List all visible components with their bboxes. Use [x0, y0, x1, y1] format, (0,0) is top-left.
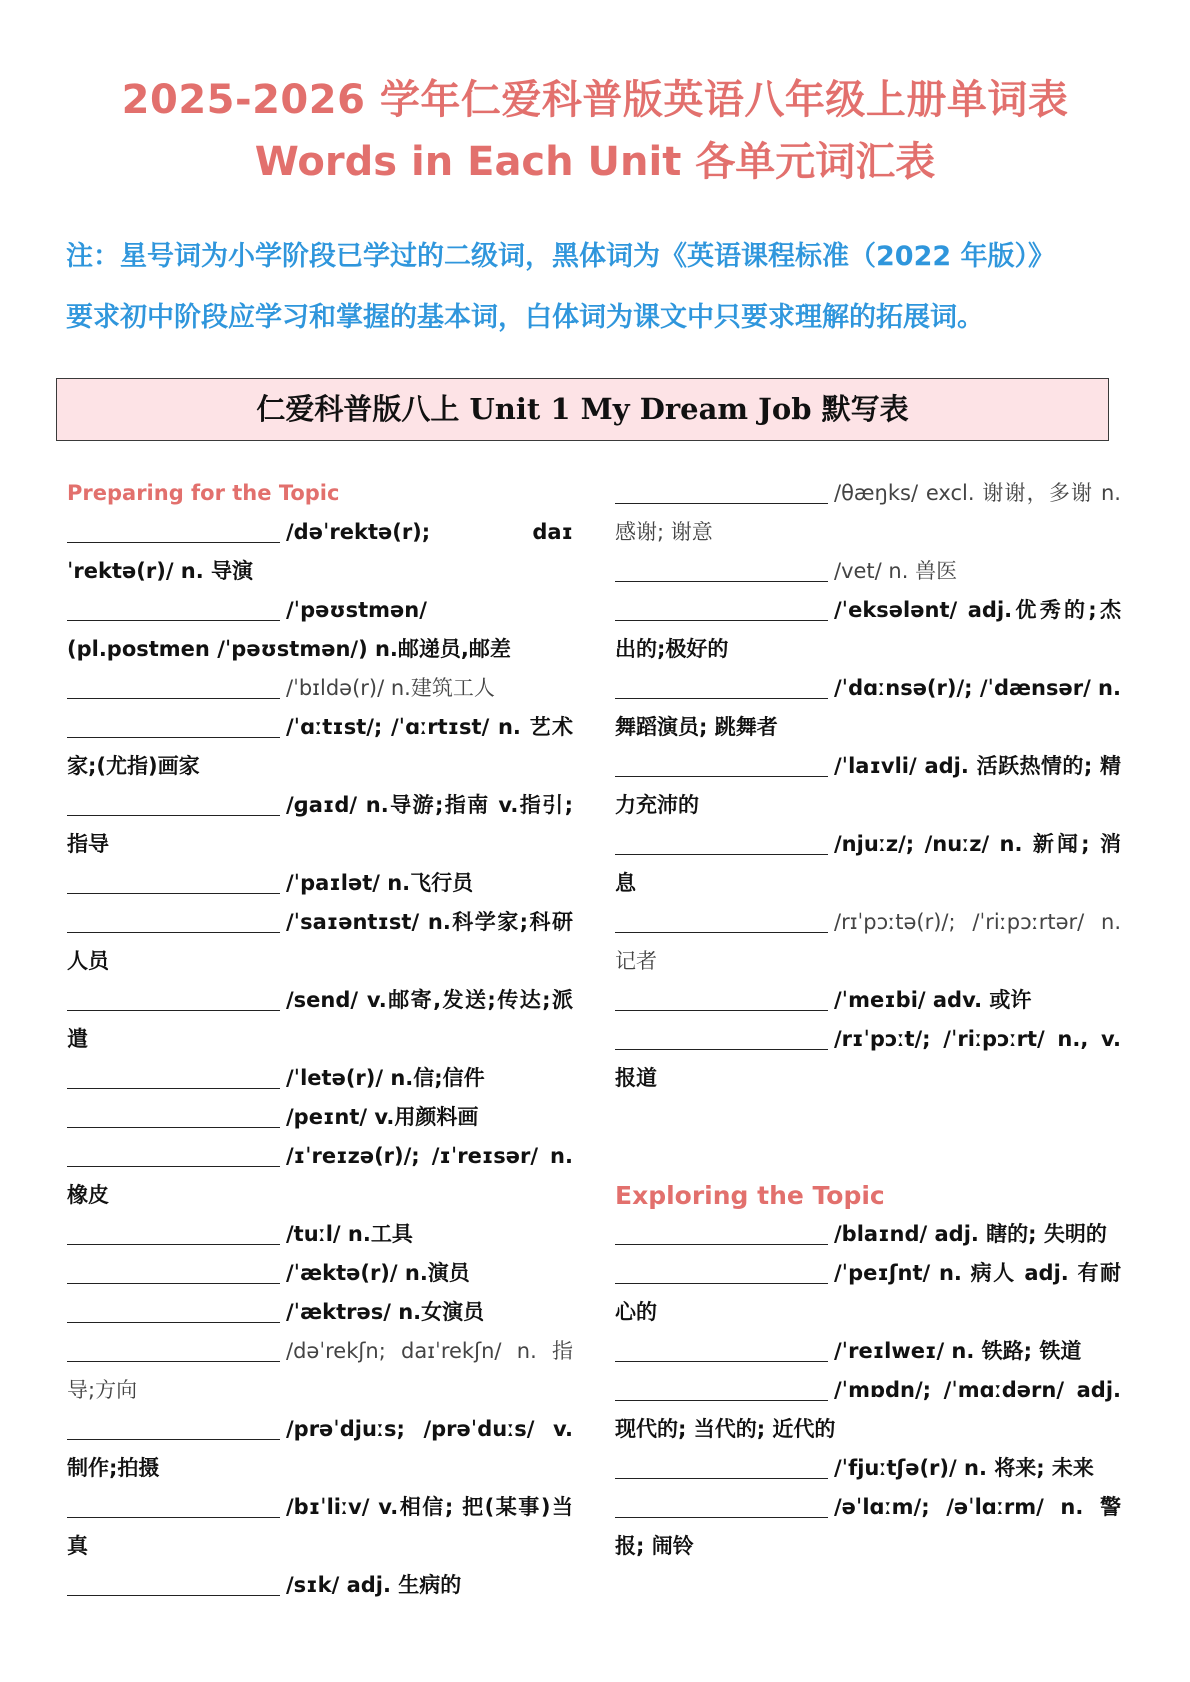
word-definition: /ˈæktrəs/ n.女演员: [286, 1300, 485, 1324]
word-definition: /ˈreɪlweɪ/ n. 铁路; 铁道: [834, 1339, 1082, 1363]
word-entry: [67, 864, 573, 903]
word-definition: /send/ v.邮寄,发送;传达;派遣: [67, 988, 573, 1051]
word-definition: /prəˈdjuːs; /prəˈduːs/ v. 制作;拍摄: [67, 1417, 573, 1480]
word-entry: [67, 1059, 573, 1098]
word-definition: /ɪˈreɪzə(r)/; /ɪˈreɪsər/ n. 橡皮: [67, 1144, 573, 1207]
word-entry: [615, 825, 1121, 903]
answer-blank[interactable]: [67, 908, 280, 933]
word-definition: /blaɪnd/ adj. 瞎的; 失明的: [834, 1222, 1107, 1246]
section-title-preparing: Preparing for the Topic: [67, 481, 340, 505]
answer-blank[interactable]: [615, 752, 828, 777]
answer-blank[interactable]: [615, 1454, 828, 1479]
word-definition: /ˈeksələnt/ adj.优秀的;杰出的;极好的: [615, 598, 1121, 661]
answer-blank[interactable]: [615, 1220, 828, 1245]
word-definition: /ˈmeɪbi/ adv. 或许: [834, 988, 1032, 1012]
right-word-list-b: [615, 1215, 1121, 1566]
answer-blank[interactable]: [615, 908, 828, 933]
word-entry: [67, 708, 573, 786]
word-definition: /əˈlɑːm/; /əˈlɑːrm/ n. 警报; 闹铃: [615, 1495, 1121, 1558]
word-definition: /bɪˈliːv/ v.相信; 把(某事)当真: [67, 1495, 573, 1558]
word-definition: /ˈsaɪəntɪst/ n.科学家;科研人员: [67, 910, 573, 973]
answer-blank[interactable]: [615, 1337, 828, 1362]
word-entry: [67, 513, 573, 591]
note-line-1: 注：星号词为小学阶段已学过的二级词，黑体词为《英语课程标准（2022 年版）》: [66, 241, 1056, 272]
word-definition: /dəˈrekʃn; daɪˈrekʃn/ n. 指导;方向: [67, 1339, 573, 1402]
answer-blank[interactable]: [67, 596, 280, 621]
word-entry: [67, 1293, 573, 1332]
answer-blank[interactable]: [67, 518, 280, 543]
word-entry: [615, 1332, 1121, 1371]
word-entry: [67, 1566, 573, 1605]
answer-blank[interactable]: [67, 869, 280, 894]
word-entry: [67, 1332, 573, 1410]
word-definition: /rɪˈpɔːtə(r)/; /ˈriːpɔːrtər/ n. 记者: [615, 910, 1121, 973]
answer-blank[interactable]: [615, 830, 828, 855]
answer-blank[interactable]: [67, 1337, 280, 1362]
word-entry: [615, 591, 1121, 669]
answer-blank[interactable]: [615, 596, 828, 621]
word-entry: [67, 786, 573, 864]
section-title-exploring: Exploring the Topic: [615, 1181, 885, 1210]
note-line-2: 要求初中阶段应学习和掌握的基本词，白体词为课文中只要求理解的拓展词。: [66, 302, 984, 333]
word-definition: /ˈpəʊstmən/ (pl.postmen /ˈpəʊstmən/) n.邮递员,邮差: [67, 598, 511, 661]
word-definition: /ˈletə(r)/ n.信;信件: [286, 1066, 485, 1090]
answer-blank[interactable]: [67, 1103, 280, 1128]
answer-blank[interactable]: [67, 1142, 280, 1167]
word-definition: /ˈpeɪʃnt/ n. 病人 adj. 有耐心的: [615, 1261, 1121, 1324]
word-entry: [615, 552, 1121, 591]
answer-blank[interactable]: [615, 1493, 828, 1518]
word-definition: /sɪk/ adj. 生病的: [286, 1573, 462, 1597]
word-definition: /ɡaɪd/ n.导游;指南 v.指引;指导: [67, 793, 573, 856]
answer-blank[interactable]: [67, 713, 280, 738]
word-entry: [615, 981, 1121, 1020]
unit-banner: 仁爱科普版八上 Unit 1 My Dream Job 默写表: [56, 378, 1109, 441]
word-entry: [67, 1098, 573, 1137]
answer-blank[interactable]: [615, 1025, 828, 1050]
word-entry: [67, 981, 573, 1059]
answer-blank[interactable]: [67, 1571, 280, 1596]
answer-blank[interactable]: [615, 674, 828, 699]
answer-blank[interactable]: [67, 1415, 280, 1440]
right-column: [615, 474, 1121, 1566]
word-entry: [615, 474, 1121, 552]
answer-blank[interactable]: [67, 1298, 280, 1323]
word-definition: /ˈɑːtɪst/; /ˈɑːrtɪst/ n. 艺术家;(尤指)画家: [67, 715, 573, 778]
word-entry: [67, 903, 573, 981]
word-entry: [615, 1215, 1121, 1254]
answer-blank[interactable]: [67, 674, 280, 699]
word-entry: [67, 669, 573, 708]
answer-blank[interactable]: [615, 1376, 828, 1401]
left-word-list: [67, 513, 573, 1605]
word-definition: /ˈæktə(r)/ n.演员: [286, 1261, 470, 1285]
word-entry: [615, 1449, 1121, 1488]
word-definition: /ˈlaɪvli/ adj. 活跃热情的; 精力充沛的: [615, 754, 1121, 817]
page-subtitle: Words in Each Unit 各单元词汇表: [254, 139, 936, 185]
word-entry: [615, 669, 1121, 747]
word-definition: /tuːl/ n.工具: [286, 1222, 413, 1246]
answer-blank[interactable]: [615, 479, 828, 504]
word-definition: /ˈfjuːtʃə(r)/ n. 将来; 未来: [834, 1456, 1094, 1480]
answer-blank[interactable]: [615, 1259, 828, 1284]
word-entry: [615, 1371, 1121, 1449]
section-gap: [615, 1098, 1121, 1176]
answer-blank[interactable]: [615, 986, 828, 1011]
answer-blank[interactable]: [67, 986, 280, 1011]
word-entry: [67, 1137, 573, 1215]
word-entry: [615, 1020, 1121, 1098]
word-entry: [615, 1254, 1121, 1332]
answer-blank[interactable]: [67, 1493, 280, 1518]
word-definition: /ˈmɒdn/; /ˈmɑːdərn/ adj. 现代的; 当代的; 近代的: [615, 1378, 1121, 1441]
word-definition: /dəˈrektə(r); daɪˈrektə(r)/ n. 导演: [67, 520, 573, 583]
word-entry: [67, 1410, 573, 1488]
word-definition: /ˈdɑːnsə(r)/; /ˈdænsər/ n. 舞蹈演员; 跳舞者: [615, 676, 1121, 739]
word-definition: /njuːz/; /nuːz/ n. 新闻; 消息: [615, 832, 1121, 895]
word-entry: [615, 1488, 1121, 1566]
word-definition: /θæŋks/ excl. 谢谢，多谢 n. 感谢; 谢意: [615, 481, 1121, 544]
left-column: [67, 474, 573, 1605]
word-definition: /vet/ n. 兽医: [834, 559, 958, 583]
word-entry: [67, 1488, 573, 1566]
answer-blank[interactable]: [67, 1064, 280, 1089]
answer-blank[interactable]: [67, 1220, 280, 1245]
page-title: 2025-2026 学年仁爱科普版英语八年级上册单词表: [121, 77, 1069, 123]
answer-blank[interactable]: [67, 791, 280, 816]
answer-blank[interactable]: [67, 1259, 280, 1284]
answer-blank[interactable]: [615, 557, 828, 582]
word-entry: [615, 747, 1121, 825]
word-entry: [67, 591, 573, 669]
word-definition: /ˈbɪldə(r)/ n.建筑工人: [286, 676, 495, 700]
word-definition: /rɪˈpɔːt/; /ˈriːpɔːrt/ n., v. 报道: [615, 1027, 1121, 1090]
word-entry: [67, 1254, 573, 1293]
word-definition: /peɪnt/ v.用颜料画: [286, 1105, 479, 1129]
word-definition: /ˈpaɪlət/ n.飞行员: [286, 871, 474, 895]
word-entry: [615, 903, 1121, 981]
right-word-list-a: [615, 474, 1121, 1098]
word-entry: [67, 1215, 573, 1254]
